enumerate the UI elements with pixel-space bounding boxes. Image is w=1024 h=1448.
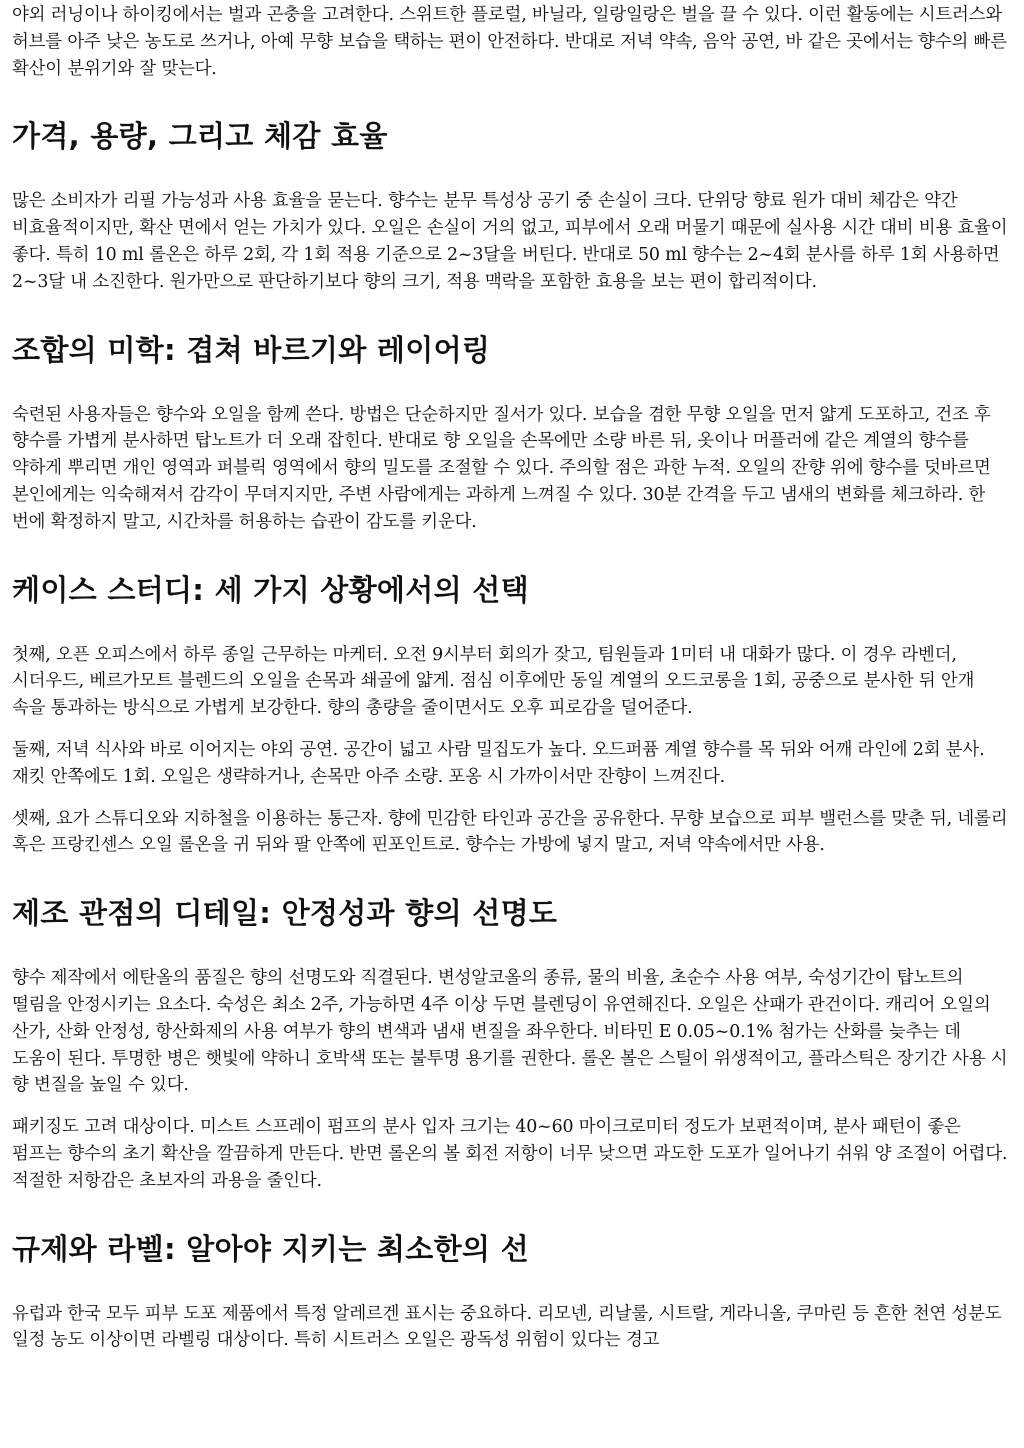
- section-heading: 케이스 스터디: 세 가지 상황에서의 선택: [12, 572, 529, 607]
- section-heading: 가격, 용량, 그리고 체감 효율: [12, 119, 388, 154]
- paragraph: 유럽과 한국 모두 피부 도포 제품에서 특정 알레르겐 표시는 중요하다. 리모넨, 리날룰, 시트랄, 게라니올, 쿠마린 등 흔한 천연 성분도 일정 농도 이상이면 라벨링 대상이다. 특히 시트러스 오일은 광독성 위험이 있다는 경고: [12, 1303, 1002, 1351]
- paragraph: 셋째, 요가 스튜디오와 지하철을 이용하는 통근자. 향에 민감한 타인과 공간을 공유한다. 무향 보습으로 피부 밸런스를 맞춘 뒤, 네롤리 혹은 프랑킨센스 오일 롤온을 귀 뒤와 팔 안쪽에 핀포인트로. 향수는 가방에 넣지 말고, 저녁 약속에서만 사용.: [12, 808, 1008, 856]
- section-heading: 제조 관점의 디테일: 안정성과 향의 선명도: [12, 896, 558, 931]
- paragraph: 향수 제작에서 에탄올의 품질은 향의 선명도와 직결된다. 변성알코올의 종류, 물의 비율, 초순수 사용 여부, 숙성기간이 탑노트의 떨림을 안정시키는 요소다. 숙성은 최소 2주, 가능하면 4주 이상 두면 블렌딩이 유연해진다. 오일은 산패가 관건이다. 캐리어 오일의 산가, 산화 안정성, 항산화제의 사용 여부가 향의 변색과 냄새 변질을 좌우한다. 비타민 E 0.05~0.1% 첨가는 산화를 늦추는 데 도움이 된다. 투명한 병은 햇빛에 약하니 호박색 또는 불투명 용기를 권한다. 롤온 볼은 스틸이 위생적이고, 플라스틱은 장기간 사용 시 향 변질을 높일 수 있다.: [12, 968, 1008, 1096]
- section-manufacturing: [12, 893, 1012, 1194]
- section-regulation: [12, 1229, 1012, 1355]
- paragraph: 많은 소비자가 리필 가능성과 사용 효율을 묻는다. 향수는 분무 특성상 공기 중 손실이 크다. 단위당 향료 원가 대비 체감은 약간 비효율적이지만, 확산 면에서 얻는 가치가 있다. 오일은 손실이 거의 없고, 피부에서 오래 머물기 때문에 실사용 시간 대비 비용 효율이 좋다. 특히 10 ml 롤온은 하루 2회, 각 1회 적용 기준으로 2~3달을 버틴다. 반대로 50 ml 향수는 2~4회 분사를 하루 1회 사용하면 2~3달 내 소진한다. 원가만으로 판단하기보다 향의 크기, 적용 맥락을 포함한 효용을 보는 편이 합리적이다.: [12, 191, 1008, 292]
- section-heading: 규제와 라벨: 알아야 지키는 최소한의 선: [12, 1231, 529, 1266]
- section-layering: [12, 330, 1012, 536]
- section-heading: 조합의 미학: 겹쳐 바르기와 레이어링: [12, 332, 491, 367]
- intro-paragraph: 야외 러닝이나 하이킹에서는 벌과 곤충을 고려한다. 스위트한 플로럴, 바닐라, 일랑일랑은 벌을 끌 수 있다. 이런 활동에는 시트러스와 허브를 아주 낮은 농도로 쓰거나, 아예 무향 보습을 택하는 편이 안전하다. 반대로 저녁 약속, 음악 공연, 바 같은 곳에서는 향수의 빠른 확산이 분위기와 잘 맞는다.: [12, 5, 1007, 79]
- section-price-efficiency: [12, 116, 1012, 295]
- paragraph: 숙련된 사용자들은 향수와 오일을 함께 쓴다. 방법은 단순하지만 질서가 있다. 보습을 겸한 무향 오일을 먼저 얇게 도포하고, 건조 후 향수를 가볍게 분사하면 탑노트가 더 오래 잡힌다. 반대로 향 오일을 손목에만 소량 바른 뒤, 옷이나 머플러에 같은 계열의 향수를 약하게 뿌리면 개인 영역과 퍼블릭 영역에서 향의 밀도를 조절할 수 있다. 주의할 점은 과한 누적. 오일의 잔향 위에 향수를 덧바르면 본인에게는 익숙해져서 감각이 무뎌지지만, 주변 사람에게는 과하게 느껴질 수 있다. 30분 간격을 두고 냄새의 변화를 체크하라. 한 번에 확정하지 말고, 시간차를 허용하는 습관이 감도를 키운다.: [12, 404, 991, 532]
- paragraph: 둘째, 저녁 식사와 바로 이어지는 야외 공연. 공간이 넓고 사람 밀집도가 높다. 오드퍼퓸 계열 향수를 목 뒤와 어깨 라인에 2회 분사. 재킷 안쪽에도 1회. 오일은 생략하거나, 손목만 아주 소량. 포옹 시 가까이서만 잔향이 느껴진다.: [12, 739, 985, 787]
- paragraph: 패키징도 고려 대상이다. 미스트 스프레이 펌프의 분사 입자 크기는 40~60 마이크로미터 정도가 보편적이며, 분사 패턴이 좋은 펌프는 향수의 초기 확산을 깔끔하게 만든다. 반면 롤온의 볼 회전 저항이 너무 낮으면 과도한 도포가 일어나기 쉬워 양 조절이 어렵다. 적절한 저항감은 초보자의 과용을 줄인다.: [12, 1117, 1008, 1191]
- section-case-study: [12, 570, 1012, 860]
- paragraph: 첫째, 오픈 오피스에서 하루 종일 근무하는 마케터. 오전 9시부터 회의가 잦고, 팀원들과 1미터 내 대화가 많다. 이 경우 라벤더, 시더우드, 베르가모트 블렌드의 오일을 손목과 쇄골에 얇게. 점심 이후에만 동일 계열의 오드코롱을 1회, 공중으로 분사한 뒤 안개 속을 통과하는 방식으로 가볍게 보강한다. 향의 총량을 줄이면서도 오후 피로감을 덜어준다.: [12, 644, 975, 719]
